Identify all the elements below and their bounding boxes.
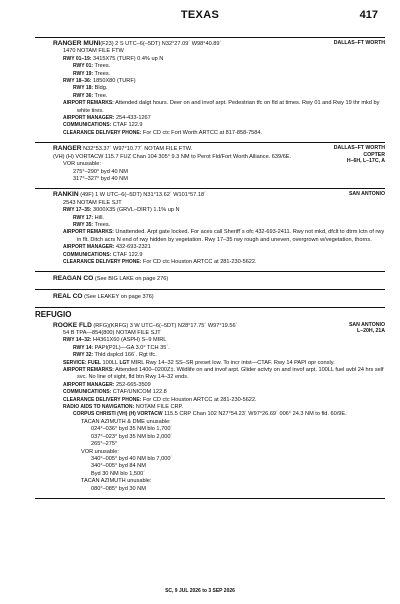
communications: [53, 122, 385, 129]
cd-text: For CD ctc Fort Worth ARTCC at 817-858-7584.: [141, 129, 263, 136]
runway-end-label: RWY 36:: [73, 92, 94, 99]
entry-title-line: [53, 322, 385, 330]
runway-end-text: Trees.: [93, 221, 111, 228]
runway-end-line: [53, 215, 385, 222]
vortac-text: 115.5 CRP Chan 102 N27°54.23´ W97°26.69´ 006° 24.3 NM to fld. 60/9E.: [162, 411, 347, 418]
airport-manager: [53, 382, 385, 389]
manager-label: AIRPORT MANAGER:: [63, 244, 115, 251]
airport-remarks: [53, 100, 385, 115]
county-name: REAGAN CO: [53, 275, 94, 283]
remarks-label: AIRPORT REMARKS:: [63, 100, 114, 107]
entry-title-line: [53, 191, 385, 199]
cd-label: CLEARANCE DELIVERY PHONE:: [63, 258, 142, 265]
nav-restriction-line: 037°–023° byd 35 NM blo 2,000´: [91, 433, 173, 440]
chart-ref-text: COPTER: [363, 151, 385, 158]
airport-name: RANKIN: [53, 191, 79, 199]
navaid-restriction: VOR unusable:: [63, 161, 101, 168]
runway-text: 1850X80 (TURF): [91, 78, 136, 85]
navaid-detail: (VH) (H) VORTACW 115.7 FUZ Chan 104 305° 9.3 NM to Perot Fld/Fort Worth Alliance. 639/6E.: [53, 153, 292, 160]
runway-end-text: Trees.: [93, 63, 111, 70]
runway-end-text: Bldg.: [93, 85, 108, 92]
manager-phone: 432-693-2321: [114, 244, 151, 251]
nav-restriction-line: 024°–036° byd 35 NM blo 1,700´: [91, 426, 173, 433]
communications: [53, 389, 385, 396]
radio-aids-label: RADIO AIDS TO NAVIGATION:: [63, 404, 135, 411]
comm-text: CTAF 122.9: [111, 251, 143, 258]
entry-ranger-vortac: [35, 142, 385, 186]
runway-end-line: [53, 63, 385, 70]
comm-label: COMMUNICATIONS:: [63, 251, 112, 258]
elev-notam-line: 1470 NOTAM FILE FTW: [63, 48, 124, 55]
nav-restriction-line: TACAN AZIMUTH unusable:: [81, 478, 152, 485]
runway-end-label: RWY 18:: [73, 85, 94, 92]
elev-notam-line: 54 B TPA—854(800) NOTAM FILE SJT: [63, 330, 161, 336]
runway-end-label: RWY 35:: [73, 221, 94, 228]
cross-reference: (See LEAKEY on page 376): [82, 293, 154, 300]
vortac-label: CORPUS CHRISTI (VH) (H) VORTACW: [73, 411, 163, 418]
manager-phone: 254-433-1267: [114, 115, 151, 122]
page-header: [0, 9, 400, 25]
airport-name: ROOKE FLD: [53, 321, 92, 329]
airport-manager: [53, 244, 385, 251]
ident-line: (F23) 2 S UTC–6(–5DT) N32°27.09´ W98°40.89´: [100, 41, 222, 47]
cd-text: For CD ctc Houston ARTCC at 281-230-5622.: [141, 258, 257, 265]
nav-restriction-line: VOR unusable:: [81, 448, 119, 455]
runway-label: RWY 14–32:: [63, 337, 92, 344]
nav-restriction-line: 340°–005° byd 40 NM blo 7,000´: [91, 455, 173, 462]
runway-label: RWY 01–19:: [63, 55, 92, 62]
nav-restriction-line: 080°–085° byd 30 NM: [91, 485, 146, 492]
clearance-delivery: [53, 397, 385, 404]
entry-rankin: [35, 188, 385, 269]
comm-text: CTAF/UNICOM 122.8: [111, 389, 167, 396]
entry-reagan-co: [35, 271, 385, 286]
entry-ranger-muni: [35, 37, 385, 140]
cd-text: For CD ctc Houston ARTCC at 281-230-5622.: [141, 396, 257, 403]
runway-end-text: Tree.: [93, 92, 108, 99]
airport-remarks: [53, 367, 385, 382]
runway-line: [53, 56, 385, 63]
comm-label: COMMUNICATIONS:: [63, 389, 112, 396]
ident-line: (49F) 1 W UTC–6(–5DT) N31°13.62´ W101°57.18´: [78, 192, 206, 199]
runway-text: 3415X75 (TURF) 0.4% up N: [91, 55, 164, 62]
service-line: [53, 360, 385, 367]
section-divider: [35, 498, 385, 499]
remarks-text: Attended dalgt hours. Deer on and invof arpt. Pedestrian tfc on fld at times. Rwy 01 and Rwy 19 thr mkd by white tires.: [77, 100, 380, 114]
entry-chart-ref: [334, 40, 385, 47]
manager-phone: 252-665-3509: [114, 381, 151, 388]
ident-line: (RFG)(KRFG) 3 W UTC–6(–5DT) N28°17.75´ W97°19.56´: [91, 322, 238, 329]
runway-end-line: [53, 85, 385, 92]
nav-restrictions: [53, 419, 385, 493]
manager-label: AIRPORT MANAGER:: [63, 381, 115, 388]
runway-end-label: RWY 32:: [73, 352, 94, 359]
runway-line: [53, 207, 385, 214]
clearance-delivery: [53, 259, 385, 266]
navaid-name: RANGER: [53, 145, 82, 153]
runway-end-label: RWY 14:: [73, 344, 94, 351]
airport-name: RANGER MUNI: [53, 40, 101, 47]
runway-end-line: [53, 93, 385, 100]
nav-restriction-line: TACAN AZIMUTH & DME unusable:: [81, 418, 171, 425]
runway-end-label: RWY 19:: [73, 70, 94, 77]
service-label: SERVICE:: [63, 359, 87, 366]
chart-ref-text: SAN ANTONIO: [348, 321, 385, 328]
page-footer: SC, 9 JUL 2026 to 3 SEP 2026: [165, 588, 235, 594]
runway-text: H4361X60 (ASPH) S–9 MIRL: [91, 337, 167, 344]
runway-label: RWY 17–35:: [63, 207, 92, 214]
cd-label: CLEARANCE DELIVERY PHONE:: [63, 396, 142, 403]
runway-end-line: [53, 352, 385, 359]
runway-end-label: RWY 01:: [73, 63, 94, 70]
runway-line: [53, 337, 385, 344]
city-heading: REFUGIO: [35, 307, 385, 319]
entry-chart-ref: [334, 145, 385, 165]
elev-notam-line: 2543 NOTAM FILE SJT: [63, 199, 122, 206]
lighting-label: LGT: [119, 359, 130, 366]
entry-chart-ref: [349, 191, 385, 198]
runway-end-label: RWY 17:: [73, 214, 94, 221]
runway-end-text: Thld dsplcd 166´. Rgt tfc.: [93, 352, 157, 359]
navaid-restriction: 275°–290° byd 40 NM: [73, 168, 128, 175]
runway-end-line: [53, 222, 385, 229]
runway-text: 3000X35 (GRVL–DIRT) 1.1% up N: [91, 207, 180, 214]
runway-line: [53, 78, 385, 85]
chart-ref-text: DALLAS–FT WORTH: [333, 145, 385, 152]
runway-end-line: [53, 345, 385, 352]
communications: [53, 252, 385, 259]
runway-end-line: [53, 71, 385, 78]
entry-real-co: [35, 289, 385, 304]
cross-reference: (See BIG LAKE on page 276): [93, 276, 169, 283]
runway-label: RWY 18–36:: [63, 78, 92, 85]
airport-remarks: [53, 229, 385, 244]
entry-rooke-fld: [35, 320, 385, 496]
clearance-delivery: [53, 130, 385, 137]
remarks-text: Attended 1400–0200Z‡. Wildlife on and invof arpt. Glider actvty on and invof arpt. 100LL fuel avbl 24 hrs self svc. No line of sight, fld btn Rwy 14–32 ends.: [77, 367, 384, 381]
fuel-label: FUEL: [86, 359, 101, 366]
navaid-position: N32°53.37´ W97°10.77´ NOTAM FILE FTW.: [81, 146, 193, 153]
manager-label: AIRPORT MANAGER:: [63, 115, 115, 122]
runway-end-text: Trees.: [93, 70, 111, 77]
fuel-text: 100LL: [100, 359, 120, 366]
nav-restriction-line: Byd 30 NM blo 1,500´: [91, 470, 146, 477]
radio-aids-text: NOTAM FILE CRP.: [134, 404, 184, 411]
remarks-text: Unattended. Arpt gate locked. For aces call Sheriff´s ofc 432-693-2411. Rwy not mkd, dfclt to dtrm lctn of rwy in flt. Ditch acrs N end of rwy hidden by vegetation. Rwy 17–35 rwy rough and uneven, overgrown w/vegetation, thorns.: [77, 229, 385, 243]
cd-label: CLEARANCE DELIVERY PHONE:: [63, 129, 142, 136]
radio-aids: [53, 404, 385, 411]
comm-label: COMMUNICATIONS:: [63, 122, 112, 129]
chart-ref-text: H–6H, L–17C, A: [346, 158, 385, 165]
nav-restriction-line: 340°–005° byd 84 NM: [91, 463, 146, 470]
county-name: REAL CO: [53, 292, 83, 300]
remarks-label: AIRPORT REMARKS:: [63, 367, 114, 374]
vortac-line: [53, 411, 385, 418]
directory-content: [35, 35, 385, 499]
navaid-restriction: 317°–327° byd 40 NM: [73, 175, 128, 182]
airport-manager: [53, 115, 385, 122]
lighting-text: MIRL Rwy 14–32 SS–SR preset low. To incr intst—CTAF. Rwy 14 PAPI opr consly.: [129, 359, 335, 366]
chart-ref-text: DALLAS–FT WORTH: [333, 40, 385, 46]
entry-chart-ref: [349, 322, 385, 335]
chart-ref-text: L–20H, 21A: [357, 328, 385, 335]
remarks-label: AIRPORT REMARKS:: [63, 229, 114, 236]
runway-end-text: PAPI(P2L)—GA 3.0° TCH 35´.: [93, 344, 170, 351]
chart-ref-text: SAN ANTONIO: [348, 191, 385, 198]
nav-restriction-line: 265°–275°: [91, 441, 118, 448]
comm-text: CTAF 122.9: [111, 122, 143, 129]
runway-end-text: Hill.: [93, 214, 104, 221]
page-number: 417: [359, 9, 378, 21]
state-title: TEXAS: [180, 9, 220, 21]
